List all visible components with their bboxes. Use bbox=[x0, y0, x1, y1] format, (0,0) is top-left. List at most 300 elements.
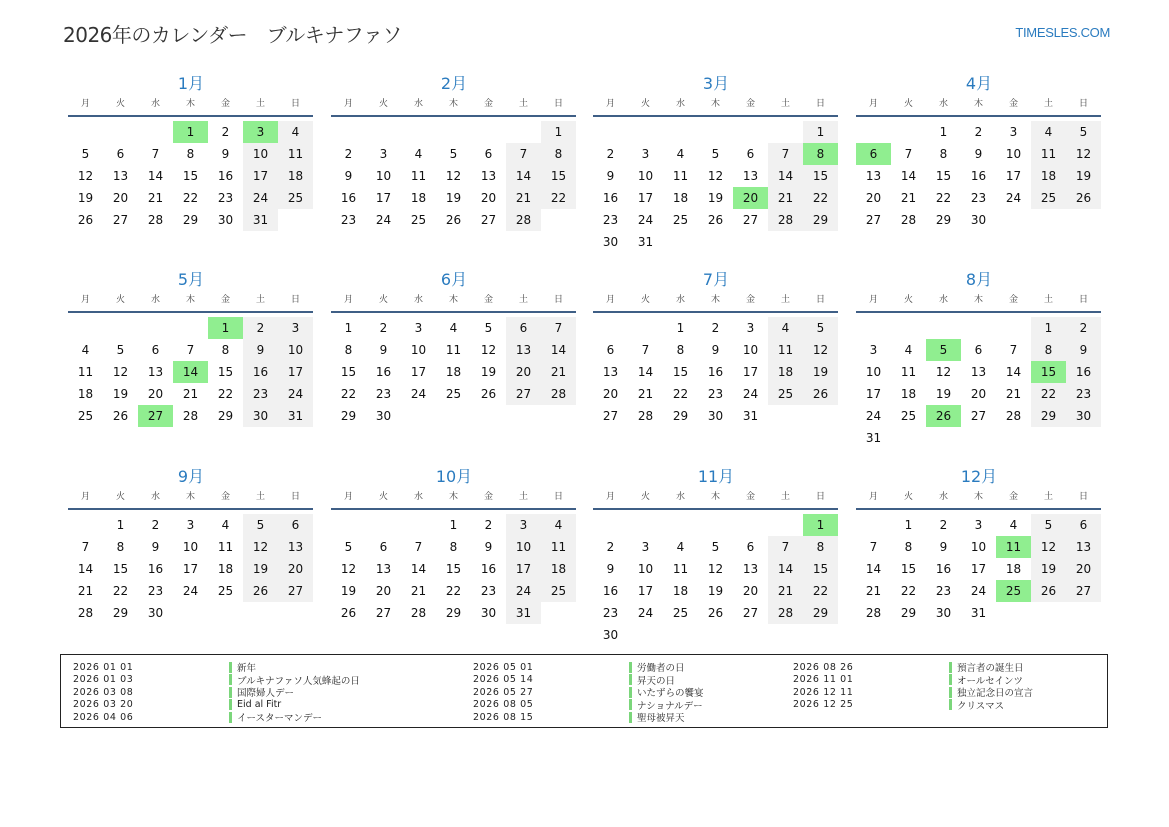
day-cell: 15 bbox=[217, 365, 234, 379]
weekday-label: 土 bbox=[780, 492, 790, 502]
day-cell: 1 bbox=[541, 121, 576, 143]
day-cell: 22 bbox=[935, 191, 952, 205]
weekday-label: 水 bbox=[150, 492, 160, 502]
day-cell: 31 bbox=[970, 606, 987, 620]
weekday-label: 月 bbox=[343, 295, 353, 305]
day-grid bbox=[856, 514, 1102, 624]
weekday-header bbox=[593, 489, 839, 506]
day-cell: 20 bbox=[970, 387, 987, 401]
day-cell: 6 bbox=[746, 147, 755, 161]
weekday-label: 日 bbox=[290, 295, 300, 305]
day-grid bbox=[68, 317, 314, 427]
day-cell: 25 bbox=[672, 606, 689, 620]
day-cell: 30 bbox=[243, 405, 278, 427]
empty-cell bbox=[471, 121, 506, 143]
day-cell: 3 bbox=[379, 147, 388, 161]
day-cell: 21 bbox=[768, 580, 803, 602]
weekday-label: 金 bbox=[220, 99, 230, 109]
day-cell: 24 bbox=[742, 387, 759, 401]
empty-cell bbox=[891, 121, 926, 143]
day-cell: 21 bbox=[77, 584, 94, 598]
day-cell: 23 bbox=[970, 191, 987, 205]
legend-marker bbox=[229, 712, 232, 723]
day-cell: 18 bbox=[900, 387, 917, 401]
day-cell: 18 bbox=[278, 165, 313, 187]
holiday-cell: 6 bbox=[856, 143, 891, 165]
day-cell: 19 bbox=[112, 387, 129, 401]
day-cell: 7 bbox=[869, 540, 878, 554]
legend-holiday-name: Eid al Fitr bbox=[237, 699, 282, 711]
weekday-label: 水 bbox=[938, 99, 948, 109]
holiday-legend bbox=[60, 654, 1108, 728]
legend-row bbox=[473, 699, 704, 712]
legend-marker bbox=[229, 699, 232, 710]
day-cell: 15 bbox=[112, 562, 129, 576]
weekday-label: 火 bbox=[115, 295, 125, 305]
weekday-header bbox=[68, 489, 314, 506]
day-cell: 13 bbox=[147, 365, 164, 379]
day-cell: 4 bbox=[1031, 121, 1066, 143]
day-cell: 23 bbox=[707, 387, 724, 401]
day-cell: 31 bbox=[637, 235, 654, 249]
weekday-label: 水 bbox=[150, 295, 160, 305]
day-cell: 12 bbox=[112, 365, 129, 379]
day-cell: 6 bbox=[151, 343, 160, 357]
day-cell: 14 bbox=[77, 562, 94, 576]
day-cell: 17 bbox=[1005, 169, 1022, 183]
weekday-label: 火 bbox=[903, 99, 913, 109]
day-cell: 10 bbox=[506, 536, 541, 558]
day-cell: 19 bbox=[1031, 558, 1066, 580]
day-cell: 10 bbox=[970, 540, 987, 554]
legend-date: 2026 05 14 bbox=[473, 674, 534, 686]
day-cell: 14 bbox=[865, 562, 882, 576]
day-cell: 4 bbox=[904, 343, 913, 357]
day-cell: 14 bbox=[1005, 365, 1022, 379]
weekday-label: 木 bbox=[973, 492, 983, 502]
day-cell: 2 bbox=[379, 321, 388, 335]
day-cell: 4 bbox=[278, 121, 313, 143]
day-cell: 6 bbox=[746, 540, 755, 554]
day-cell: 9 bbox=[151, 540, 160, 554]
weekday-label: 金 bbox=[483, 492, 493, 502]
day-cell: 3 bbox=[974, 518, 983, 532]
empty-cell bbox=[698, 514, 733, 536]
page-title: 2026年のカレンダー ブルキナファソ bbox=[63, 23, 402, 47]
weekday-label: 日 bbox=[815, 99, 825, 109]
weekday-label: 日 bbox=[815, 492, 825, 502]
weekday-label: 月 bbox=[605, 492, 615, 502]
legend-row bbox=[73, 686, 360, 699]
day-cell: 22 bbox=[340, 387, 357, 401]
day-cell: 1 bbox=[904, 518, 913, 532]
day-cell: 1 bbox=[344, 321, 353, 335]
day-cell: 17 bbox=[865, 387, 882, 401]
day-cell: 24 bbox=[506, 580, 541, 602]
day-cell: 8 bbox=[449, 540, 458, 554]
day-cell: 25 bbox=[672, 213, 689, 227]
day-cell: 3 bbox=[641, 147, 650, 161]
empty-cell bbox=[733, 514, 768, 536]
day-cell: 29 bbox=[803, 602, 838, 624]
day-cell: 11 bbox=[445, 343, 462, 357]
day-grid bbox=[68, 514, 314, 624]
day-cell: 5 bbox=[81, 147, 90, 161]
weekday-label: 木 bbox=[973, 99, 983, 109]
day-cell: 16 bbox=[243, 361, 278, 383]
weekday-header bbox=[331, 96, 577, 113]
day-cell: 6 bbox=[606, 343, 615, 357]
day-cell: 16 bbox=[602, 584, 619, 598]
day-cell: 9 bbox=[379, 343, 388, 357]
day-cell: 5 bbox=[803, 317, 838, 339]
empty-cell bbox=[401, 121, 436, 143]
weekday-label: 木 bbox=[710, 492, 720, 502]
day-cell: 10 bbox=[243, 143, 278, 165]
day-cell: 17 bbox=[742, 365, 759, 379]
day-cell: 26 bbox=[707, 606, 724, 620]
month-6 bbox=[331, 270, 577, 427]
empty-cell bbox=[138, 317, 173, 339]
legend-holiday-name: 独立記念日の宣言 bbox=[957, 688, 1034, 700]
day-cell: 7 bbox=[768, 536, 803, 558]
empty-cell bbox=[366, 514, 401, 536]
day-cell: 26 bbox=[445, 213, 462, 227]
day-cell: 14 bbox=[637, 365, 654, 379]
legend-marker bbox=[629, 662, 632, 673]
day-cell: 28 bbox=[637, 409, 654, 423]
day-cell: 23 bbox=[340, 213, 357, 227]
day-cell: 17 bbox=[637, 191, 654, 205]
day-cell: 28 bbox=[182, 409, 199, 423]
day-cell: 14 bbox=[768, 558, 803, 580]
day-cell: 18 bbox=[217, 562, 234, 576]
day-cell: 16 bbox=[1066, 361, 1101, 383]
empty-cell bbox=[436, 121, 471, 143]
weekday-header bbox=[856, 292, 1102, 309]
day-cell: 11 bbox=[278, 143, 313, 165]
weekday-label: 火 bbox=[115, 492, 125, 502]
legend-row bbox=[793, 699, 1033, 712]
day-cell: 19 bbox=[480, 365, 497, 379]
day-cell: 21 bbox=[182, 387, 199, 401]
day-grid bbox=[593, 121, 839, 253]
day-cell: 2 bbox=[974, 125, 983, 139]
day-cell: 10 bbox=[742, 343, 759, 357]
legend-date: 2026 05 01 bbox=[473, 661, 534, 673]
day-cell: 12 bbox=[707, 562, 724, 576]
day-cell: 21 bbox=[1005, 387, 1022, 401]
weekday-label: 木 bbox=[185, 295, 195, 305]
day-cell: 29 bbox=[340, 409, 357, 423]
month-name: 5月 bbox=[177, 270, 205, 289]
day-cell: 22 bbox=[182, 191, 199, 205]
legend-holiday-name: ブルキナファソ人気蜂起の日 bbox=[237, 675, 360, 687]
legend-date: 2026 03 08 bbox=[73, 686, 134, 698]
day-cell: 6 bbox=[379, 540, 388, 554]
day-cell: 8 bbox=[803, 536, 838, 558]
day-cell: 28 bbox=[147, 213, 164, 227]
empty-cell bbox=[506, 121, 541, 143]
site-link[interactable]: TIMESLES.COM bbox=[1015, 25, 1110, 40]
day-cell: 23 bbox=[243, 383, 278, 405]
day-cell: 10 bbox=[1005, 147, 1022, 161]
month-rule bbox=[593, 115, 838, 117]
empty-cell bbox=[173, 317, 208, 339]
weekday-label: 土 bbox=[780, 295, 790, 305]
legend-date: 2026 01 03 bbox=[73, 674, 134, 686]
month-name: 3月 bbox=[702, 74, 730, 93]
weekday-label: 火 bbox=[903, 295, 913, 305]
day-cell: 22 bbox=[217, 387, 234, 401]
day-cell: 17 bbox=[506, 558, 541, 580]
legend-row bbox=[473, 674, 704, 687]
day-cell: 26 bbox=[707, 213, 724, 227]
day-cell: 11 bbox=[768, 339, 803, 361]
day-cell: 17 bbox=[410, 365, 427, 379]
day-cell: 2 bbox=[606, 540, 615, 554]
month-rule bbox=[68, 508, 313, 510]
day-cell: 13 bbox=[1066, 536, 1101, 558]
day-cell: 13 bbox=[278, 536, 313, 558]
weekday-label: 金 bbox=[745, 99, 755, 109]
day-cell: 19 bbox=[340, 584, 357, 598]
holiday-cell: 1 bbox=[208, 317, 243, 339]
weekday-header bbox=[856, 96, 1102, 113]
day-cell: 4 bbox=[768, 317, 803, 339]
day-cell: 17 bbox=[970, 562, 987, 576]
legend-date: 2026 12 25 bbox=[793, 699, 854, 711]
day-cell: 13 bbox=[506, 339, 541, 361]
day-cell: 12 bbox=[803, 339, 838, 361]
month-rule bbox=[331, 508, 576, 510]
day-cell: 28 bbox=[1005, 409, 1022, 423]
empty-cell bbox=[698, 121, 733, 143]
day-cell: 27 bbox=[375, 606, 392, 620]
day-cell: 27 bbox=[1066, 580, 1101, 602]
legend-row bbox=[73, 699, 360, 712]
day-cell: 30 bbox=[217, 213, 234, 227]
legend-holiday-name: 新年 bbox=[237, 663, 257, 675]
day-cell: 11 bbox=[672, 562, 689, 576]
day-cell: 29 bbox=[112, 606, 129, 620]
day-cell: 7 bbox=[414, 540, 423, 554]
day-cell: 24 bbox=[970, 584, 987, 598]
day-cell: 9 bbox=[974, 147, 983, 161]
day-grid bbox=[856, 121, 1102, 231]
day-cell: 11 bbox=[77, 365, 94, 379]
legend-date: 2026 04 06 bbox=[73, 711, 134, 723]
holiday-cell: 1 bbox=[803, 514, 838, 536]
weekday-label: 金 bbox=[1008, 295, 1018, 305]
day-cell: 5 bbox=[243, 514, 278, 536]
day-cell: 19 bbox=[77, 191, 94, 205]
month-name: 7月 bbox=[702, 270, 730, 289]
month-8 bbox=[856, 270, 1102, 449]
day-cell: 5 bbox=[711, 147, 720, 161]
weekday-label: 土 bbox=[518, 492, 528, 502]
day-cell: 20 bbox=[602, 387, 619, 401]
weekday-label: 金 bbox=[745, 295, 755, 305]
day-cell: 20 bbox=[112, 191, 129, 205]
legend-holiday-name: イースターマンデー bbox=[237, 713, 323, 725]
day-cell: 11 bbox=[672, 169, 689, 183]
weekday-label: 木 bbox=[973, 295, 983, 305]
day-cell: 16 bbox=[480, 562, 497, 576]
weekday-label: 火 bbox=[903, 492, 913, 502]
day-cell: 15 bbox=[182, 169, 199, 183]
day-grid bbox=[593, 514, 839, 646]
day-cell: 29 bbox=[900, 606, 917, 620]
day-cell: 12 bbox=[77, 169, 94, 183]
day-cell: 10 bbox=[278, 339, 313, 361]
day-grid bbox=[856, 317, 1102, 449]
day-cell: 13 bbox=[742, 562, 759, 576]
weekday-label: 土 bbox=[255, 295, 265, 305]
holiday-cell: 27 bbox=[138, 405, 173, 427]
day-cell: 29 bbox=[445, 606, 462, 620]
day-cell: 25 bbox=[900, 409, 917, 423]
day-cell: 7 bbox=[1009, 343, 1018, 357]
weekday-label: 土 bbox=[255, 492, 265, 502]
legend-date: 2026 03 20 bbox=[73, 699, 134, 711]
day-cell: 18 bbox=[672, 584, 689, 598]
weekday-label: 日 bbox=[1078, 99, 1088, 109]
day-cell: 7 bbox=[904, 147, 913, 161]
weekday-label: 日 bbox=[1078, 295, 1088, 305]
day-cell: 29 bbox=[672, 409, 689, 423]
day-cell: 29 bbox=[182, 213, 199, 227]
day-cell: 7 bbox=[541, 317, 576, 339]
day-cell: 29 bbox=[1031, 405, 1066, 427]
holiday-cell: 8 bbox=[803, 143, 838, 165]
legend-row bbox=[73, 674, 360, 687]
day-cell: 20 bbox=[742, 584, 759, 598]
day-cell: 8 bbox=[676, 343, 685, 357]
holiday-cell: 14 bbox=[173, 361, 208, 383]
day-cell: 1 bbox=[803, 121, 838, 143]
day-cell: 15 bbox=[672, 365, 689, 379]
weekday-header bbox=[68, 96, 314, 113]
day-cell: 23 bbox=[480, 584, 497, 598]
day-cell: 6 bbox=[278, 514, 313, 536]
day-cell: 7 bbox=[81, 540, 90, 554]
day-cell: 15 bbox=[900, 562, 917, 576]
day-cell: 13 bbox=[112, 169, 129, 183]
day-cell: 21 bbox=[410, 584, 427, 598]
month-rule bbox=[856, 311, 1101, 313]
day-grid bbox=[593, 317, 839, 427]
day-cell: 23 bbox=[375, 387, 392, 401]
day-cell: 10 bbox=[182, 540, 199, 554]
day-cell: 26 bbox=[243, 580, 278, 602]
weekday-label: 火 bbox=[640, 492, 650, 502]
day-cell: 16 bbox=[147, 562, 164, 576]
weekday-label: 金 bbox=[1008, 492, 1018, 502]
day-cell: 9 bbox=[606, 562, 615, 576]
weekday-label: 木 bbox=[448, 295, 458, 305]
day-cell: 28 bbox=[900, 213, 917, 227]
day-cell: 12 bbox=[445, 169, 462, 183]
empty-cell bbox=[628, 121, 663, 143]
day-cell: 9 bbox=[711, 343, 720, 357]
day-grid bbox=[331, 514, 577, 624]
day-cell: 21 bbox=[541, 361, 576, 383]
day-cell: 30 bbox=[147, 606, 164, 620]
day-cell: 30 bbox=[1066, 405, 1101, 427]
day-cell: 30 bbox=[970, 213, 987, 227]
day-cell: 22 bbox=[541, 187, 576, 209]
day-cell: 22 bbox=[900, 584, 917, 598]
day-cell: 24 bbox=[1005, 191, 1022, 205]
day-cell: 2 bbox=[243, 317, 278, 339]
legend-holiday-name: オールセインツ bbox=[957, 675, 1024, 687]
day-cell: 20 bbox=[865, 191, 882, 205]
day-cell: 4 bbox=[449, 321, 458, 335]
day-cell: 2 bbox=[344, 147, 353, 161]
legend-holiday-name: いたずらの饗宴 bbox=[637, 688, 704, 700]
weekday-label: 金 bbox=[1008, 99, 1018, 109]
day-cell: 19 bbox=[445, 191, 462, 205]
day-cell: 23 bbox=[217, 191, 234, 205]
legend-row bbox=[73, 661, 360, 674]
month-rule bbox=[331, 115, 576, 117]
day-cell: 21 bbox=[506, 187, 541, 209]
weekday-label: 土 bbox=[1043, 295, 1053, 305]
day-cell: 24 bbox=[637, 606, 654, 620]
month-name: 1月 bbox=[177, 74, 205, 93]
day-cell: 28 bbox=[410, 606, 427, 620]
weekday-label: 月 bbox=[868, 99, 878, 109]
weekday-label: 日 bbox=[290, 99, 300, 109]
weekday-label: 土 bbox=[780, 99, 790, 109]
weekday-label: 土 bbox=[1043, 99, 1053, 109]
day-cell: 2 bbox=[711, 321, 720, 335]
day-cell: 18 bbox=[445, 365, 462, 379]
day-cell: 10 bbox=[865, 365, 882, 379]
legend-holiday-name: クリスマス bbox=[957, 700, 1005, 712]
day-cell: 6 bbox=[506, 317, 541, 339]
legend-date: 2026 08 05 bbox=[473, 699, 534, 711]
legend-row bbox=[473, 711, 704, 724]
day-cell: 22 bbox=[445, 584, 462, 598]
day-cell: 24 bbox=[278, 383, 313, 405]
day-cell: 17 bbox=[637, 584, 654, 598]
day-cell: 12 bbox=[480, 343, 497, 357]
day-cell: 14 bbox=[506, 165, 541, 187]
day-cell: 30 bbox=[480, 606, 497, 620]
day-cell: 23 bbox=[1066, 383, 1101, 405]
day-grid bbox=[68, 121, 314, 231]
weekday-label: 月 bbox=[80, 99, 90, 109]
holiday-cell: 5 bbox=[926, 339, 961, 361]
weekday-label: 火 bbox=[378, 492, 388, 502]
day-cell: 12 bbox=[935, 365, 952, 379]
day-cell: 14 bbox=[768, 165, 803, 187]
day-cell: 3 bbox=[869, 343, 878, 357]
day-cell: 30 bbox=[707, 409, 724, 423]
day-cell: 26 bbox=[480, 387, 497, 401]
day-cell: 3 bbox=[746, 321, 755, 335]
empty-cell bbox=[856, 317, 891, 339]
weekday-header bbox=[331, 489, 577, 506]
day-cell: 20 bbox=[278, 558, 313, 580]
day-cell: 7 bbox=[151, 147, 160, 161]
day-cell: 14 bbox=[410, 562, 427, 576]
month-name: 8月 bbox=[965, 270, 993, 289]
weekday-label: 火 bbox=[640, 295, 650, 305]
legend-column bbox=[473, 661, 704, 724]
